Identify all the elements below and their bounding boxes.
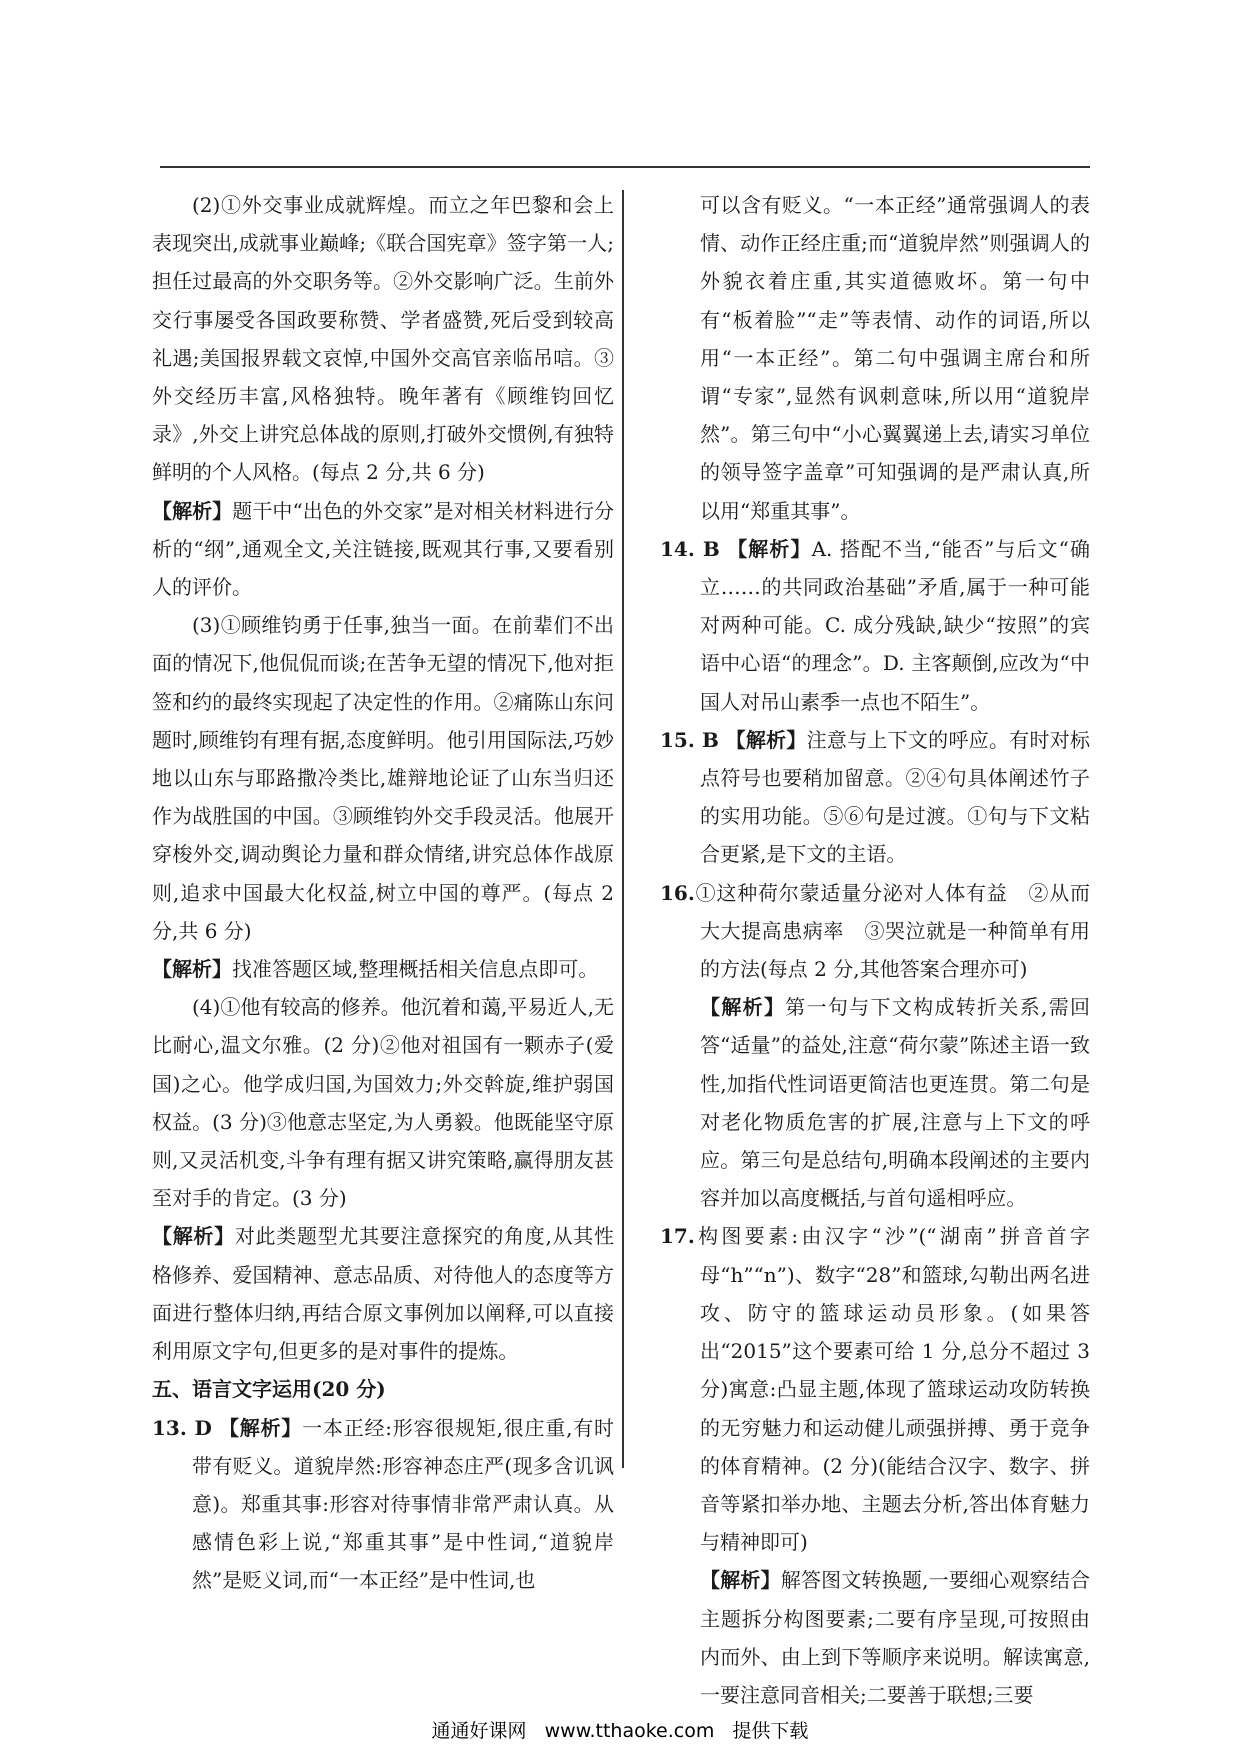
analysis-text: 第一句与下文构成转折关系,需回答“适量”的益处,注意“荷尔蒙”陈述主语一致性,加指代性词语更简洁也更连贯。第二句是对老化物质危害的扩展,注意与上下文的呼应。第三句是总结句,明确本段阐述的主要内容并加以高度概括,与首句遥相呼应。: [700, 995, 1091, 1211]
section-heading: 五、语言文字运用(20 分): [152, 1377, 386, 1402]
analysis-3: [152, 950, 614, 988]
left-column: [152, 186, 614, 1600]
question-14: [660, 530, 1090, 721]
analysis-tag: 【解析】: [700, 995, 786, 1020]
footer-url[interactable]: www.tthaoke.com: [544, 1720, 715, 1742]
answer-3: (3)①顾维钧勇于任事,独当一面。在前辈们不出面的情况下,他侃侃而谈;在苦争无望的情况下,他对拒签和约的最终实现起了决定性的作用。②痛陈山东问题时,顾维钧有理有据,态度鲜明。他引用国际法,巧妙地以山东与耶路撒冷类比,雄辩地论证了山东当归还作为战胜国的中国。③顾维钧外交手段灵活。他展开穿梭外交,调动舆论力量和群众情绪,讲究总体作战原则,追求中国最大化权益,树立中国的尊严。(每点 2 分,共 6 分): [152, 613, 614, 943]
question-17: [660, 1217, 1090, 1561]
analysis-tag: 【解析】: [152, 1224, 235, 1249]
answer-2: (2)①外交事业成就辉煌。而立之年巴黎和会上表现突出,成就事业巅峰;《联合国宪章》签字第一人;担任过最高的外交职务等。②外交影响广泛。生前外交行事屡受各国政要称赞、学者盛赞,死后受到较高礼遇;美国报界载文哀悼,中国外交高官亲临吊唁。③外交经历丰富,风格独特。晚年著有《顾维钧回忆录》,外交上讲究总体战的原则,打破外交惯例,有独特鲜明的个人风格。(每点 2 分,共 6 分): [152, 193, 614, 485]
question-number: 16.: [660, 880, 695, 905]
analysis-tag: 【解析】: [727, 536, 812, 561]
analysis-text: A. 搭配不当,“能否”与后文“确立……的共同政治基础”矛盾,属于一种可能对两种可能。C. 成分残缺,缺少“按照”的宾语中心语“的理念”。D. 主客颠倒,应改为“中国人对吊山素季一点也不陌生”。: [700, 536, 1090, 714]
column-divider: [622, 190, 624, 1468]
question-13-continued: 可以含有贬义。“一本正经”通常强调人的表情、动作正经庄重;而“道貌岸然”则强调人的外貌衣着庄重,其实道德败坏。第一句中有“板着脸”“走”等表情、动作的词语,所以用“一本正经”。第二句中强调主席台和所谓“专家”,显然有讽刺意味,所以用“道貌岸然”。第三句中“小心翼翼递上去,请实习单位的领导签字盖章”可知强调的是严肃认真,所以用“郑重其事”。: [700, 193, 1090, 523]
question-number: 13. D: [152, 1415, 212, 1440]
answer-4: (4)①他有较高的修养。他沉着和蔼,平易近人,无比耐心,温文尔雅。(2 分)②他对祖国有一颗赤子(爱国)之心。他学成归国,为国效力;外交斡旋,维护弱国权益。(3 分)③他意志坚定,为人勇毅。他既能坚守原则,又灵活机变,斗争有理有据又讲究策略,赢得朋友甚至对手的肯定。(3 分): [152, 995, 614, 1211]
right-column: [660, 186, 1090, 1714]
analysis-tag: 【解析】: [152, 498, 233, 523]
analysis-tag: 【解析】: [219, 1415, 303, 1440]
analysis-16: [660, 988, 1090, 1217]
analysis-text: 注意与上下文的呼应。有时对标点符号也要稍加留意。②④句具体阐述竹子的实用功能。⑤⑥句是过渡。①句与下文粘合更紧,是下文的主语。: [700, 727, 1091, 867]
analysis-4: [152, 1217, 614, 1370]
question-13: [152, 1409, 614, 1600]
analysis-17: [660, 1561, 1090, 1714]
answer-text: ①这种荷尔蒙适量分泌对人体有益 ②从而大大提高患病率 ③哭泣就是一种简单有用的方法(每点 2 分,其他答案合理亦可): [694, 880, 1090, 982]
question-number: 17.: [660, 1224, 695, 1249]
analysis-text: 一本正经:形容很规矩,很庄重,有时带有贬义。道貌岸然:形容神态庄严(现多含讥讽意)。郑重其事:形容对待事情非常严肃认真。从感情色彩上说,“郑重其事”是中性词,“道貌岸然”是贬义词,而“一本正经”是中性词,也: [192, 1415, 615, 1593]
analysis-tag: 【解析】: [152, 957, 232, 982]
question-15: [660, 721, 1090, 874]
analysis-text: 题干中“出色的外交家”是对相关材料进行分析的“纲”,通观全文,关注链接,既观其行事,又要看别人的评价。: [152, 498, 615, 600]
header-rule: [160, 166, 1090, 168]
analysis-text: 对此类题型尤其要注意探究的角度,从其性格修养、爱国精神、意志品质、对待他人的态度等方面进行整体归纳,再结合原文事例加以阐释,可以直接利用原文字句,但更多的是对事件的提炼。: [152, 1224, 614, 1364]
question-number: 14. B: [660, 536, 720, 561]
page-footer: [0, 1716, 1240, 1743]
footer-site-name: 通通好课网: [431, 1720, 527, 1742]
answer-text: 构图要素:由汉字“沙”(“湖南”拼音首字母“h”“n”)、数字“28”和篮球,勾勒出两名进攻、防守的篮球运动员形象。(如果答出“2015”这个要素可给 1 分,总分不超过 3 分)寓意:凸显主题,体现了篮球运动攻防转换的无穷魅力和运动健儿顽强拼搏、勇于竞争的体育精神。(2 分)(能结合汉字、数字、拼音等紧扣举办地、主题去分析,答出体育魅力与精神即可): [694, 1224, 1090, 1555]
analysis-text: 解答图文转换题,一要细心观察结合主题拆分构图要素;二要有序呈现,可按照由内而外、由上到下等顺序来说明。解读寓意,一要注意同音相关;二要善于联想;三要: [700, 1568, 1091, 1707]
analysis-text: 找准答题区域,整理概括相关信息点即可。: [232, 957, 599, 982]
analysis-2: [152, 492, 614, 607]
analysis-tag: 【解析】: [700, 1568, 781, 1593]
analysis-tag: 【解析】: [725, 727, 807, 752]
question-number: 15. B: [660, 727, 719, 752]
question-16: [660, 874, 1090, 989]
footer-action: 提供下载: [732, 1720, 809, 1742]
